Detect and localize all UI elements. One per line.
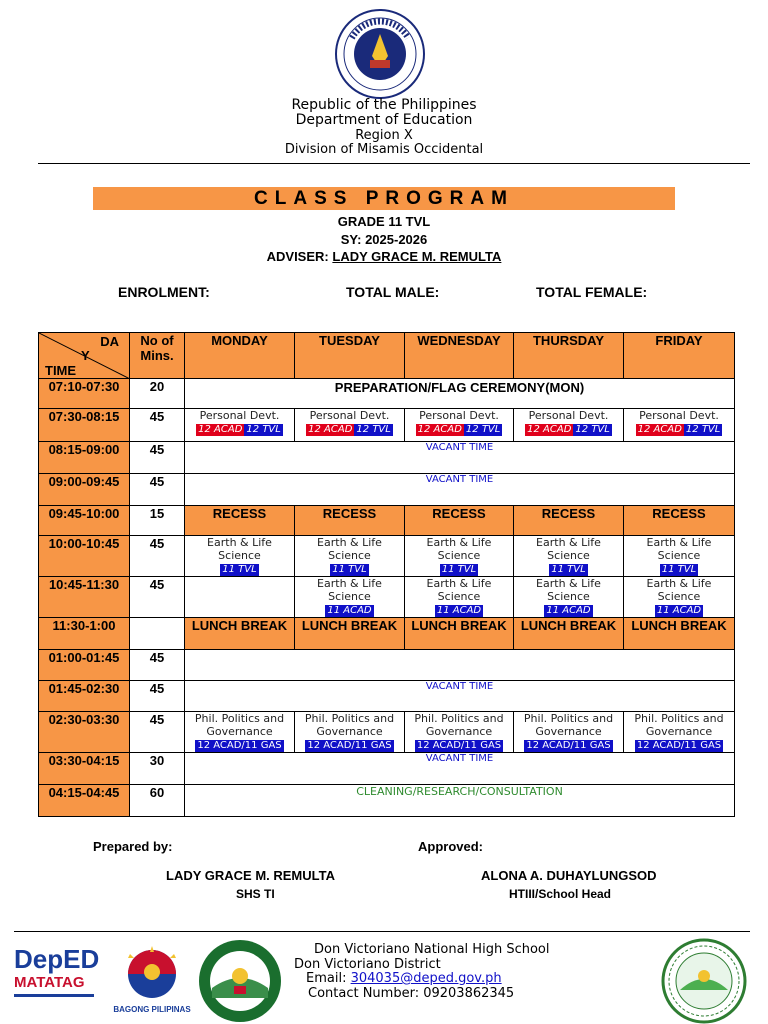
section-tag: 12 ACAD — [417, 424, 462, 435]
subject-cell — [624, 712, 735, 753]
footer-district: Don Victoriano District — [294, 957, 441, 972]
subject-name: Personal Devt. — [528, 409, 609, 422]
section-tag: 12 ACAD/11 GAS — [636, 740, 722, 751]
flag-ceremony-cell: PREPARATION/FLAG CEREMONY(MON) — [185, 379, 735, 409]
schedule-table — [38, 332, 735, 817]
recess-cell: RECESS — [624, 506, 735, 536]
subject-name: Phil. Politics and Governance — [634, 712, 724, 738]
prepared-title: SHS TI — [236, 887, 275, 901]
vacant-time-cell: VACANT TIME — [185, 681, 735, 712]
prepared-label: Prepared by: — [93, 839, 173, 854]
recess-cell: RECESS — [185, 506, 295, 536]
subject-cell — [514, 536, 624, 577]
prepared-name: LADY GRACE M. REMULTA — [166, 868, 335, 883]
subject-name: Earth & Life Science — [646, 536, 712, 562]
corner-day: DA — [100, 334, 119, 349]
approved-label: Approved: — [418, 839, 483, 854]
subject-cell — [185, 409, 295, 442]
lunch-cell: LUNCH BREAK — [185, 618, 295, 650]
recess-cell: RECESS — [405, 506, 514, 536]
bagong-pilipinas-logo — [112, 942, 192, 1016]
corner-y: Y — [81, 348, 90, 363]
cleaning-cell: CLEANING/RESEARCH/CONSULTATION — [185, 785, 735, 817]
subject-name: Personal Devt. — [639, 409, 719, 422]
day-header: TUESDAY — [295, 333, 405, 379]
recess-cell: RECESS — [295, 506, 405, 536]
division-seal-icon — [196, 938, 284, 1024]
subject-cell — [514, 577, 624, 618]
grade-label: GRADE 11 TVL — [337, 214, 431, 229]
subject-name: Phil. Politics and Governance — [304, 712, 395, 738]
time-cell: 01:45-02:30 — [39, 681, 130, 712]
mins-cell: 15 — [130, 506, 185, 536]
mins-cell — [130, 618, 185, 650]
header-division: Division of Misamis Occidental — [284, 142, 484, 157]
section-tag: 12 TVL — [246, 424, 281, 435]
section-tag: 12 ACAD — [637, 424, 682, 435]
deped-matatag-logo — [14, 944, 100, 1012]
lunch-cell: LUNCH BREAK — [295, 618, 405, 650]
approved-title: HTIII/School Head — [509, 887, 612, 901]
vacant-time-cell: VACANT TIME — [185, 474, 735, 506]
footer-divider — [14, 931, 750, 932]
adviser-name: LADY GRACE M. REMULTA — [332, 249, 502, 264]
lunch-cell: LUNCH BREAK — [624, 618, 735, 650]
section-tag: 11 TVL — [441, 564, 477, 575]
section-tag: 11 TVL — [332, 564, 367, 575]
subject-cell — [295, 536, 405, 577]
subject-cell — [185, 536, 295, 577]
subject-name: Earth & Life Science — [536, 536, 601, 562]
vacant-time-cell: VACANT TIME — [185, 753, 735, 785]
day-header: WEDNESDAY — [405, 333, 514, 379]
program-title: CLASS PROGRAM — [93, 187, 675, 210]
mins-cell: 45 — [130, 650, 185, 681]
subject-cell — [624, 409, 735, 442]
subject-name: Phil. Politics and Governance — [414, 712, 504, 738]
subject-cell — [185, 712, 295, 753]
email-label: Email: — [306, 971, 347, 986]
enrolment-label: ENROLMENT: — [118, 284, 210, 300]
footer-contact: Contact Number: 09203862345 — [308, 986, 515, 1001]
section-tag: 11 TVL — [551, 564, 586, 575]
lunch-cell: LUNCH BREAK — [514, 618, 624, 650]
subject-cell — [295, 577, 405, 618]
email-link[interactable]: 304035@deped.gov.ph — [350, 971, 502, 986]
mins-cell: 45 — [130, 681, 185, 712]
footer-email-line — [306, 971, 502, 986]
footer-school: Don Victoriano National High School — [314, 942, 550, 957]
subject-cell — [405, 577, 514, 618]
section-tag: 11 TVL — [661, 564, 697, 575]
subject-cell — [295, 409, 405, 442]
subject-name: Phil. Politics and Governance — [523, 712, 614, 738]
section-tag: 11 ACAD — [546, 605, 591, 616]
section-tag: 12 TVL — [685, 424, 721, 435]
subject-cell — [624, 577, 735, 618]
time-cell: 08:15-09:00 — [39, 442, 130, 474]
vacant-time-cell: VACANT TIME — [185, 442, 735, 474]
mins-cell: 45 — [130, 577, 185, 618]
subject-name: Earth & Life Science — [426, 577, 492, 603]
subject-cell — [405, 409, 514, 442]
time-cell: 07:10-07:30 — [39, 379, 130, 409]
mins-cell: 30 — [130, 753, 185, 785]
subject-name: Earth & Life Science — [536, 577, 601, 603]
time-cell: 02:30-03:30 — [39, 712, 130, 753]
section-tag: 12 ACAD/11 GAS — [526, 740, 611, 751]
deped-seal-icon — [334, 8, 426, 100]
subject-name: Personal Devt. — [309, 409, 390, 422]
header-region: Region X — [355, 128, 413, 143]
mins-cell: 60 — [130, 785, 185, 817]
header-country: Republic of the Philippines — [291, 97, 477, 113]
subject-name: Personal Devt. — [199, 409, 280, 422]
subject-cell — [514, 409, 624, 442]
header-divider — [38, 163, 750, 164]
subject-name: Earth & Life Science — [426, 536, 492, 562]
time-cell: 04:15-04:45 — [39, 785, 130, 817]
section-tag: 12 ACAD/11 GAS — [307, 740, 392, 751]
mins-cell: 45 — [130, 409, 185, 442]
day-header: FRIDAY — [624, 333, 735, 379]
subject-name: Earth & Life Science — [317, 536, 382, 562]
subject-name: Earth & Life Science — [207, 536, 272, 562]
corner-cell — [39, 333, 130, 379]
section-tag: 11 ACAD — [327, 605, 372, 616]
mins-cell: 45 — [130, 712, 185, 753]
section-tag: 12 ACAD — [198, 424, 243, 435]
recess-cell: RECESS — [514, 506, 624, 536]
subject-name: Personal Devt. — [419, 409, 499, 422]
day-header: THURSDAY — [514, 333, 624, 379]
subject-cell — [295, 712, 405, 753]
mins-cell: 45 — [130, 536, 185, 577]
adviser-label: ADVISER: — [266, 249, 329, 264]
subject-cell — [624, 536, 735, 577]
section-tag: 11 ACAD — [656, 605, 702, 616]
bagong-pilipinas-text: BAGONG PILIPINAS — [113, 1005, 191, 1014]
time-cell: 09:45-10:00 — [39, 506, 130, 536]
time-cell: 03:30-04:15 — [39, 753, 130, 785]
bagong-pilipinas-emblem-icon — [112, 942, 192, 1000]
section-tag: 12 ACAD/11 GAS — [416, 740, 502, 751]
mins-header: No of Mins. — [130, 333, 185, 379]
time-cell: 09:00-09:45 — [39, 474, 130, 506]
section-tag: 12 TVL — [356, 424, 391, 435]
school-year: SY: 2025-2026 — [340, 232, 428, 247]
subject-cell — [405, 536, 514, 577]
day-header: MONDAY — [185, 333, 295, 379]
time-cell: 10:00-10:45 — [39, 536, 130, 577]
mins-cell: 45 — [130, 442, 185, 474]
section-tag: 12 ACAD/11 GAS — [197, 740, 282, 751]
logo-underline — [14, 994, 94, 997]
time-cell: 07:30-08:15 — [39, 409, 130, 442]
matatag-logo-text: MATATAG — [14, 974, 85, 991]
time-cell: 10:45-11:30 — [39, 577, 130, 618]
section-tag: 12 ACAD — [527, 424, 572, 435]
section-tag: 12 ACAD — [308, 424, 353, 435]
deped-logo-text: DepED — [14, 944, 100, 974]
approved-name: ALONA A. DUHAYLUNGSOD — [481, 868, 657, 883]
section-tag: 12 TVL — [465, 424, 501, 435]
time-cell: 11:30-1:00 — [39, 618, 130, 650]
adviser-line — [0, 249, 768, 264]
section-tag: 11 ACAD — [436, 605, 482, 616]
corner-time: TIME — [45, 363, 77, 378]
total-male-label: TOTAL MALE: — [346, 284, 440, 300]
subject-cell — [514, 712, 624, 753]
total-female-label: TOTAL FEMALE: — [536, 284, 648, 300]
section-tag: 11 TVL — [222, 564, 257, 575]
mins-cell: 20 — [130, 379, 185, 409]
subject-name: Phil. Politics and Governance — [194, 712, 285, 738]
mins-cell: 45 — [130, 474, 185, 506]
subject-cell — [405, 712, 514, 753]
empty-cell — [185, 577, 295, 618]
section-tag: 12 TVL — [575, 424, 610, 435]
lunch-cell: LUNCH BREAK — [405, 618, 514, 650]
empty-span-cell — [185, 650, 735, 681]
subject-name: Earth & Life Science — [646, 577, 712, 603]
subject-name: Earth & Life Science — [317, 577, 382, 603]
time-cell: 01:00-01:45 — [39, 650, 130, 681]
header-department: Department of Education — [295, 112, 473, 128]
school-seal-icon — [654, 938, 754, 1024]
